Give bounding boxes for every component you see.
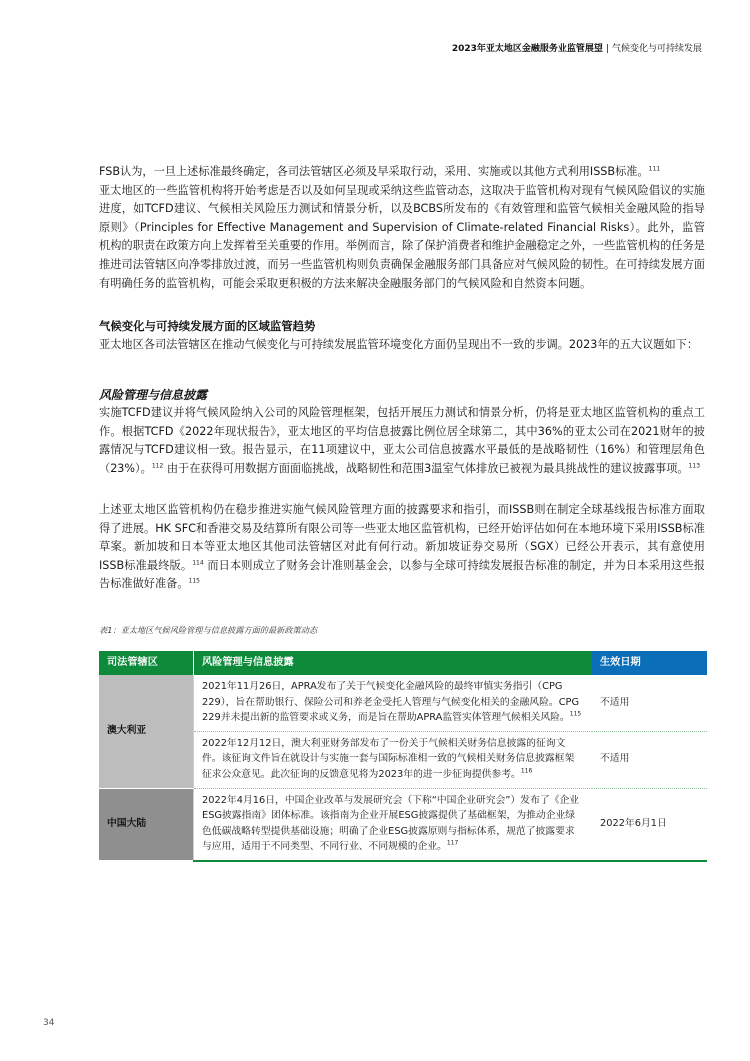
jurisdiction-cell-mainland-china: 中国大陆	[99, 788, 194, 861]
effective-date-cell: 不适用	[592, 731, 707, 788]
paragraph-tcfd-text-b: 由于在获得可用数据方面面临挑战，战略韧性和范围3温室气体排放已被视为最具挑战性的建议披露事项。	[163, 461, 689, 475]
section-heading-regional-trends: 气候变化与可持续发展方面的区域监管趋势	[99, 319, 316, 333]
policy-cell	[194, 731, 593, 788]
paragraph-tcfd-text-a: 实施TCFD建议并将气候风险纳入公司的风险管理框架，包括开展压力测试和情景分析，仍将是亚太地区监管机构的重点工作。根据TCFD《2022年现状报告》，亚太地区的平均信息披露比例位居全球第二，其中36%的亚太公司在2021财年的披露情况与TCFD建议相一致。报告显示，在11项建议中，亚太公司信息披露水平最低的是战略韧性（16%）和管理层角色（23%）。	[99, 406, 705, 475]
column-header-jurisdiction: 司法管辖区	[99, 651, 194, 675]
paragraph-intro-topics: 亚太地区各司法管辖区在推动气候变化与可持续发展监管环境变化方面仍呈现出不一致的步调。2023年的五大议题如下：	[99, 338, 699, 351]
policy-text: 2021年11月26日，APRA发布了关于气候变化金融风险的最终审慎实务指引（CPG 229），旨在帮助银行、保险公司和养老金受托人管理与气候变化相关的金融风险。CPG 229并未提出新的监管要求或义务，而是旨在帮助APRA监管实体管理气候相关风险。	[202, 681, 580, 724]
subsection-heading-risk-disclosure: 风险管理与信息披露	[99, 388, 208, 402]
table-row	[99, 675, 707, 731]
column-header-policy: 风险管理与信息披露	[194, 651, 593, 675]
policy-text: 2022年4月16日，中国企业改革与发展研究会（下称“中国企业研究会”）发布了《企业ESG披露指南》团体标准。该指南为企业开展ESG披露提供了基础框架，为推动企业绿色低碳战略转型提供基础设施；明确了企业ESG披露原则与指标体系，规范了披露要求与应用，适用于不同类型、不同行业、不同规模的企业。	[202, 794, 580, 853]
policy-text: 2022年12月12日，澳大利亚财务部发布了一份关于气候相关财务信息披露的征询文件。该征询文件旨在就设计与实施一套与国际标准相一致的气候相关财务信息披露框架征求公众意见。此次征询的反馈意见将为2023年的进一步征询提供参考。	[202, 737, 575, 780]
footnote-ref-113: 113	[688, 462, 701, 470]
header-section: 气候变化与可持续发展	[611, 44, 702, 54]
policy-cell	[194, 788, 593, 861]
footnote-ref-114: 114	[192, 559, 204, 567]
paragraph-fsb-line1: FSB认为，一旦上述标准最终确定，各司法管辖区必须及早采取行动，采用、实施或以其他方式利用ISSB标准。	[99, 165, 649, 178]
column-header-effective-date: 生效日期	[592, 651, 707, 675]
paragraph-issb-text-a: 上述亚太地区监管机构仍在稳步推进实施气候风险管理方面的披露要求和指引，而ISSB则在制定全球基线报告标准方面取得了进展。HK SFC和香港交易及结算所有限公司等一些亚太地区监管机构，已经开始评估如何在本地环境下采用ISSB标准草案。新加坡和日本等亚太地区其他司法管辖区对此有何行动。新加坡证券交易所（SGX）已经公开表示，其有意使用ISSB标准最终版。	[99, 503, 705, 572]
paragraph-tcfd	[99, 404, 705, 478]
table-caption: 表1：亚太地区气候风险管理与信息披露方面的最新政策动态	[99, 625, 318, 635]
footnote-ref-112: 112	[151, 462, 164, 470]
policy-table	[99, 651, 707, 862]
table-header-row	[99, 651, 707, 675]
table-row	[99, 788, 707, 861]
report-title: 2023年亚太地区金融服务业监管展望	[451, 44, 603, 54]
footnote-ref: 116	[520, 767, 533, 775]
paragraph-issb-text-b: 而日本则成立了财务会计准则基金会，以参与全球可持续发展报告标准的制定，并为日本采用这些报告标准做好准备。	[99, 558, 705, 591]
footnote-ref: 115	[569, 710, 582, 718]
footnote-ref: 117	[446, 840, 459, 848]
jurisdiction-cell-australia: 澳大利亚	[99, 675, 194, 788]
paragraph-issb	[99, 501, 705, 594]
paragraph-fsb	[99, 163, 705, 293]
footnote-ref-115: 115	[188, 577, 200, 585]
effective-date-cell: 不适用	[592, 675, 707, 731]
effective-date-cell: 2022年6月1日	[592, 788, 707, 861]
header-separator: |	[605, 44, 609, 54]
paragraph-fsb-rest: 亚太地区的一些监管机构将开始考虑是否以及如何呈现或采纳这些监管动态，这取决于监管机构对现有气候风险倡议的实施进度，如TCFD建议、气候相关风险压力测试和情景分析，以及BCBS所发布的《有效管理和监管气候相关金融风险的指导原则》（Principles for Effective Management and Supervision of Climate-related Financial Risks）。此外，监管机构的职责在政策方向上发挥着至关重要的作用。举例而言，除了保护消费者和维护金融稳定之外，一些监管机构的任务是推进司法管辖区向净零排放过渡，而另一些监管机构则负责确保金融服务部门具备应对气候风险的韧性。在可持续发展方面有明确任务的监管机构，可能会采取更积极的方法来解决金融服务部门的气候风险和自然资本问题。	[99, 183, 705, 290]
running-header	[452, 41, 702, 54]
page-number: 34	[43, 1018, 55, 1028]
policy-cell	[194, 675, 593, 731]
footnote-ref-111: 111	[648, 165, 661, 173]
